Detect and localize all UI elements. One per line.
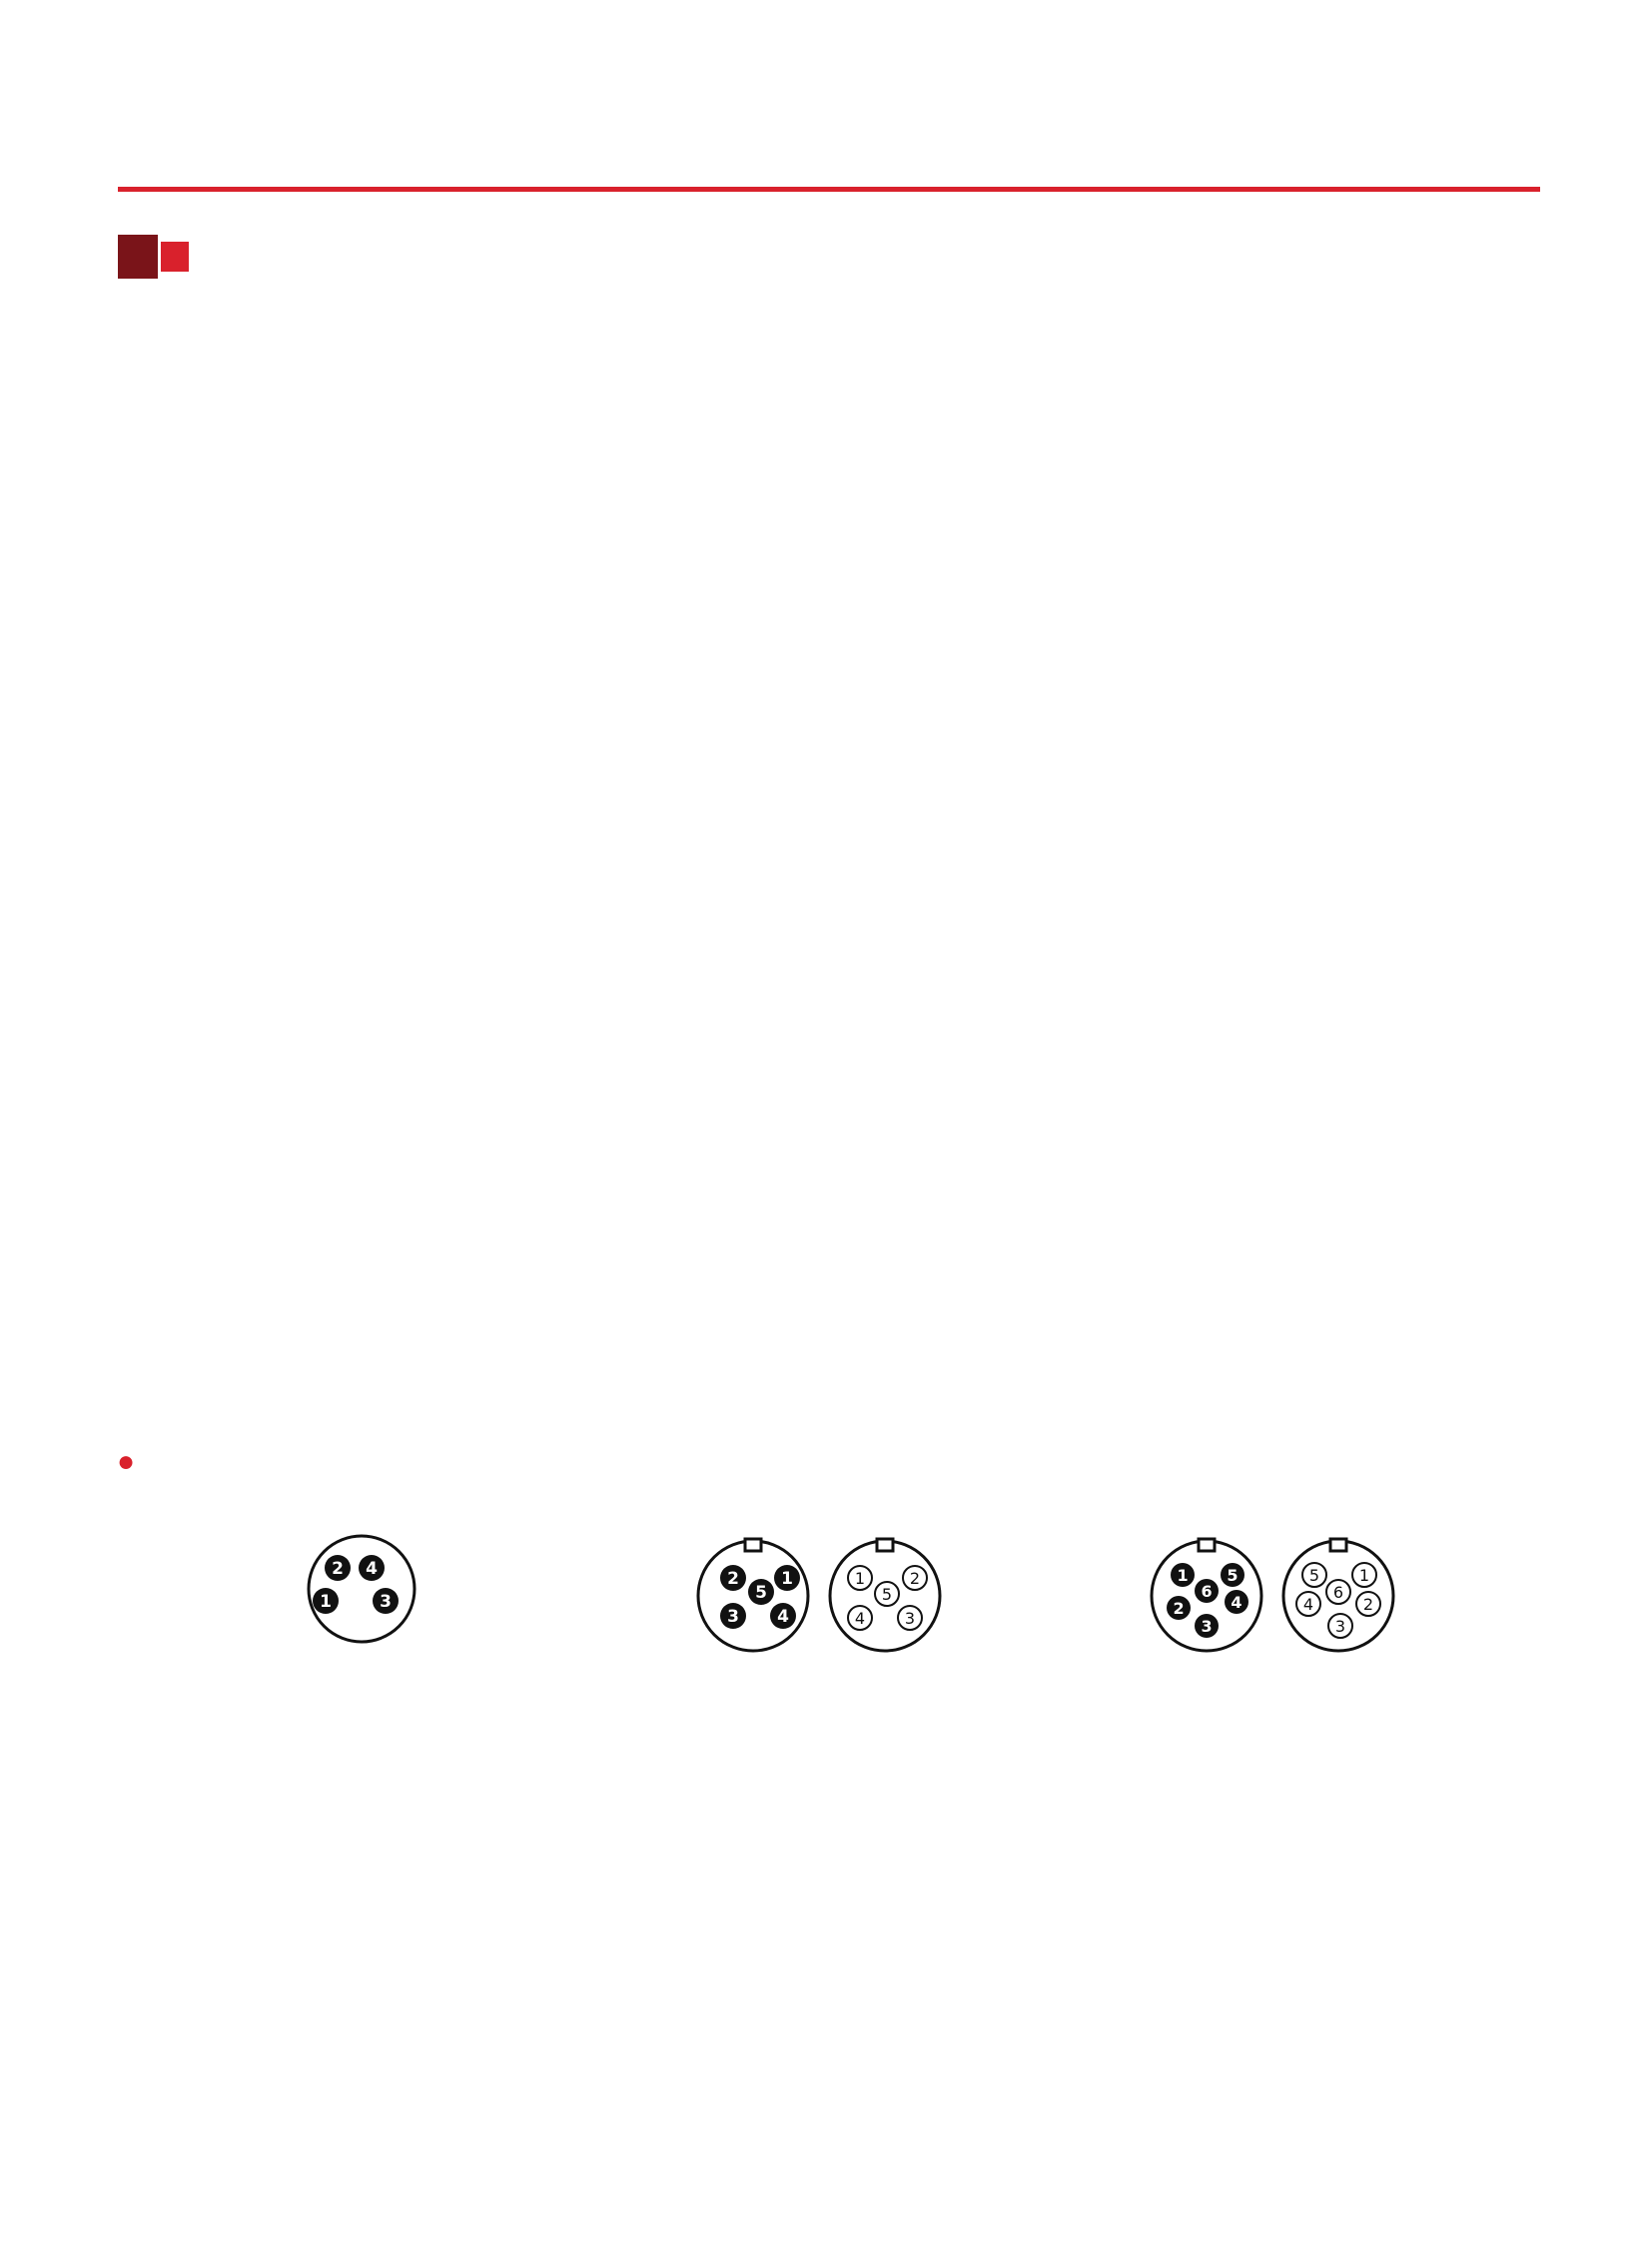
svg-text:1: 1 xyxy=(320,1592,332,1612)
svg-text:1: 1 xyxy=(781,1569,793,1589)
connector-faces xyxy=(0,1533,1652,1653)
four-pin-socket-icon xyxy=(309,1536,414,1642)
svg-text:6: 6 xyxy=(1201,1582,1213,1601)
six-pin-female-face-icon xyxy=(1283,1539,1393,1651)
svg-text:3: 3 xyxy=(380,1592,392,1612)
five-pin-female-face-icon xyxy=(830,1539,940,1651)
svg-text:3: 3 xyxy=(727,1607,739,1627)
section-badge xyxy=(118,235,158,279)
svg-text:3: 3 xyxy=(904,1609,916,1628)
svg-text:5: 5 xyxy=(1227,1566,1239,1585)
five-pin-male-face-icon xyxy=(698,1539,808,1651)
wiring-title xyxy=(117,1445,135,1479)
svg-text:4: 4 xyxy=(854,1609,866,1628)
svg-text:2: 2 xyxy=(1173,1599,1185,1618)
svg-text:1: 1 xyxy=(854,1569,866,1588)
svg-text:3: 3 xyxy=(1334,1617,1346,1636)
top-rule xyxy=(118,187,1540,192)
svg-text:5: 5 xyxy=(755,1583,767,1603)
svg-text:4: 4 xyxy=(1231,1593,1242,1612)
svg-text:2: 2 xyxy=(909,1569,921,1588)
svg-text:6: 6 xyxy=(1332,1583,1344,1602)
svg-text:1: 1 xyxy=(1177,1566,1189,1585)
svg-text:5: 5 xyxy=(1308,1566,1320,1585)
section-badge-small xyxy=(161,242,189,272)
svg-text:2: 2 xyxy=(332,1559,344,1579)
svg-text:3: 3 xyxy=(1201,1617,1213,1636)
svg-text:1: 1 xyxy=(1358,1566,1370,1585)
svg-text:4: 4 xyxy=(777,1607,789,1627)
svg-text:2: 2 xyxy=(1362,1595,1374,1614)
svg-text:4: 4 xyxy=(1302,1595,1314,1614)
svg-text:5: 5 xyxy=(881,1585,893,1604)
bullet-icon: ● xyxy=(117,1445,136,1478)
six-pin-male-face-icon xyxy=(1152,1539,1261,1651)
svg-text:2: 2 xyxy=(727,1569,739,1589)
svg-text:4: 4 xyxy=(366,1559,378,1579)
